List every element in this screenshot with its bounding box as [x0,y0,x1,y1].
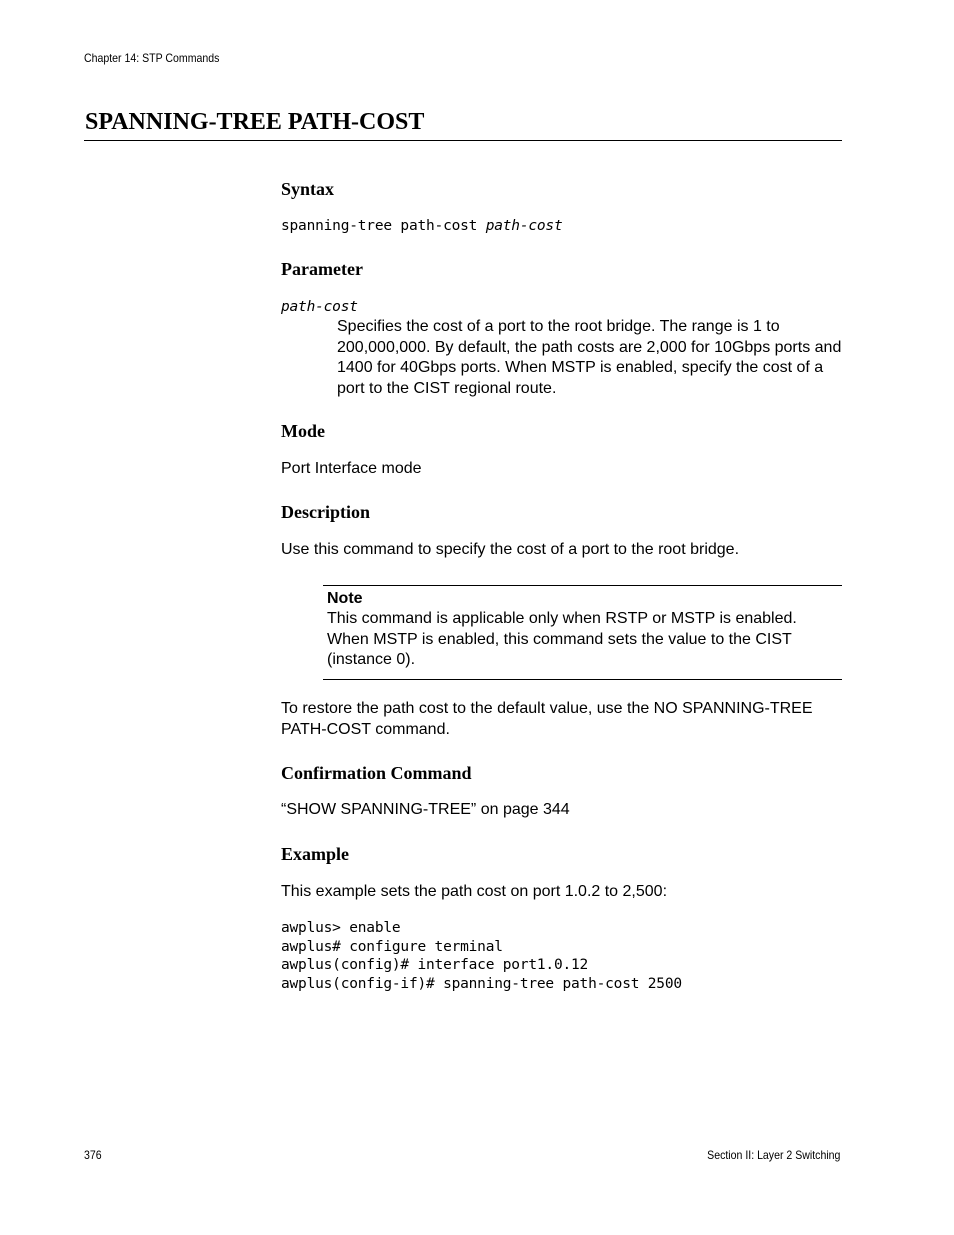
example-code-line-1: awplus> enable [281,920,401,936]
example-code-line-3: awplus(config)# interface port1.0.12 [281,957,589,974]
parameter-description: Specifies the cost of a port to the root bridge. The range is 1 to 200,000,000. By default, the path costs are 2,000 for 10Gbps ports and 1400 for 40Gbps ports. When MSTP is enabled, specify the cost of a port to the CIST regional route. [337,318,842,397]
title-rule [84,140,842,141]
example-heading: Example [281,844,350,864]
note-label: Note [327,590,363,607]
syntax-argument: path-cost [485,218,563,234]
footer-section: Section II: Layer 2 Switching [706,1148,840,1162]
example-code-line-2: awplus# configure terminal [281,938,503,955]
note-text: This command is applicable only when RSTP or MSTP is enabled. When MSTP is enabled, this command sets the value to the CIST (instance 0). [327,610,797,668]
syntax-line [281,217,563,236]
mode-text: Port Interface mode [281,460,422,477]
parameter-heading: Parameter [281,259,363,279]
confirmation-link[interactable]: “SHOW SPANNING-TREE” on page 344 [281,801,570,818]
mode-heading: Mode [281,421,325,441]
running-header: Chapter 14: STP Commands [84,51,220,65]
example-code-line-4: awplus(config-if)# spanning-tree path-cost 2500 [281,975,682,992]
note-box [323,585,842,680]
example-intro: This example sets the path cost on port 1.0.2 to 2,500: [281,883,668,900]
syntax-command: spanning-tree path-cost [281,218,486,234]
syntax-heading: Syntax [281,179,335,199]
parameter-name: path-cost [281,299,358,315]
page-title: SPANNING-TREE PATH-COST [85,109,425,135]
restore-text: To restore the path cost to the default value, use the NO SPANNING-TREE PATH-COST command. [281,700,813,738]
confirmation-heading: Confirmation Command [281,763,472,783]
description-heading: Description [281,502,370,522]
description-text: Use this command to specify the cost of a port to the root bridge. [281,541,740,558]
page-number: 376 [84,1148,102,1162]
